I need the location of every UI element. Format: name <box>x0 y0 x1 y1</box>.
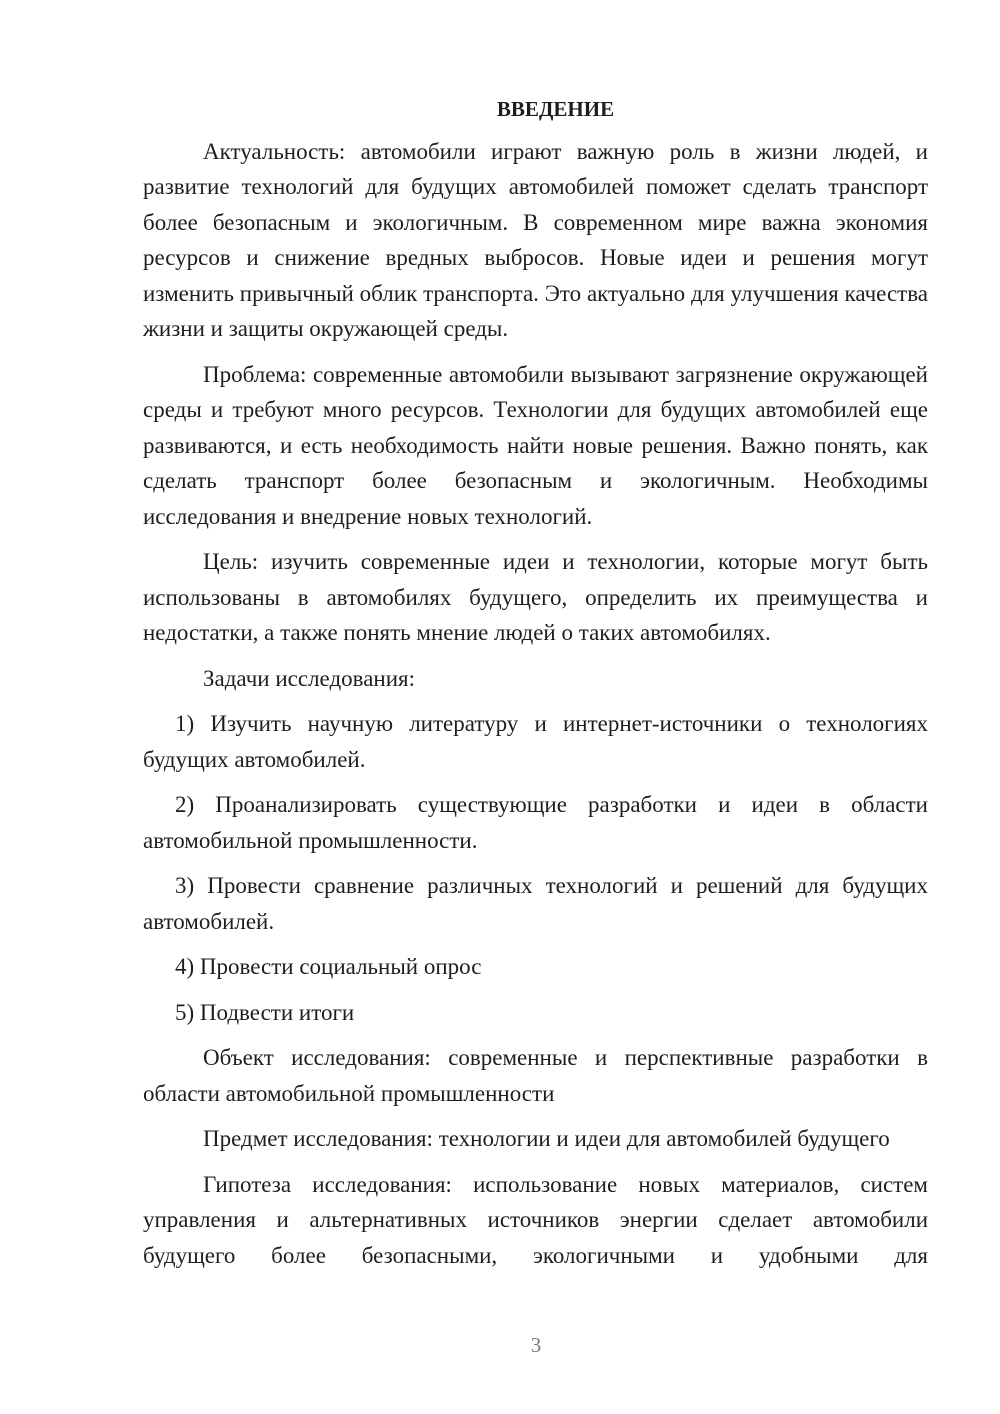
task-item-1: 1) Изучить научную литературу и интернет-источники о технологиях будущих автомобилей. <box>143 711 928 772</box>
page-number: 3 <box>530 1333 542 1357</box>
task-item-5: 5) Подвести итоги <box>175 999 355 1025</box>
object-paragraph: Объект исследования: современные и перспективные разработки в области автомобильной промышленности <box>143 1045 928 1106</box>
task-item-4: 4) Провести социальный опрос <box>175 954 482 979</box>
task-item-2: 2) Проанализировать существующие разработки и идеи в области автомобильной промышленности. <box>143 792 928 853</box>
task-item-3: 3) Провести сравнение различных технологий и решений для будущих автомобилей. <box>143 873 928 934</box>
hypothesis-paragraph: Гипотеза исследования: использование новых материалов, систем управления и альтернативных источников энергии сделает автомобили будущего более безопасными, экологичными и удобными для <box>143 1171 928 1268</box>
section-title: ВВЕДЕНИЕ <box>496 97 615 121</box>
page-content <box>143 92 928 1273</box>
relevance-paragraph: Актуальность: автомобили играют важную роль в жизни людей, и развитие технологий для будущих автомобилей поможет сделать транспорт более безопасным и экологичным. В современном мире важна экономия ресурсов и снижение вредных выбросов. Новые идеи и решения могут изменить привычный облик транспорта. Это актуально для улучшения качества жизни и защиты окружающей среды. <box>143 138 928 341</box>
goal-paragraph: Цель: изучить современные идеи и технологии, которые могут быть использованы в автомобилях будущего, определить их преимущества и недостатки, а также понять мнение людей о таких автомобилях. <box>143 549 928 645</box>
problem-paragraph: Проблема: современные автомобили вызывают загрязнение окружающей среды и требуют много ресурсов. Технологии для будущих автомобилей еще развиваются, и есть необходимость найти новые решения. Важно понять, как сделать транспорт более безопасным и экологичным. Необходимы исследования и внедрение новых технологий. <box>143 361 928 529</box>
tasks-heading: Задачи исследования: <box>203 665 416 691</box>
subject-paragraph: Предмет исследования: технологии и идеи для автомобилей будущего <box>203 1126 890 1151</box>
